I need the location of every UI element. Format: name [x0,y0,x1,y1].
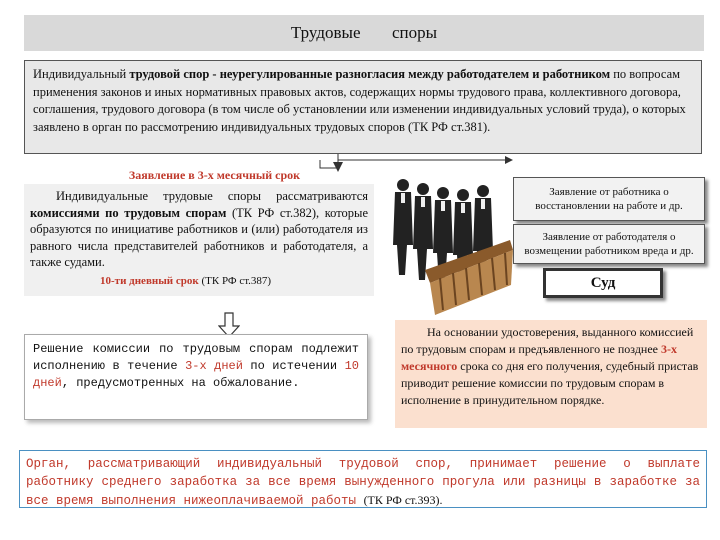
definition-bold: трудовой спор - неурегулированные разногласия между работодателем и работником [129,67,611,81]
final-text: Орган, рассматривающий индивидуальный трудовой спор, принимает решение о выплате работнику среднего заработка за все время вынужденного прогула или разницы в заработке за все время выполнения нижеоплачиваемой работы [26,457,700,508]
definition-box [24,60,702,154]
deadline-10-days [30,273,368,290]
final-box [19,450,707,508]
bailiff-text-1: На основании удостоверения, выданного комиссией по трудовым спорам и предъявленного не позднее [401,325,694,356]
title-word-2: споры [392,23,438,42]
decision-10-days: 10 дней [33,359,359,390]
definition-rest: по вопросам применения законов и иных нормативных правовых актов, содержащих нормы трудового права, коллективного договора, соглашения, трудового договора (в том числе об установлении или изменении индивидуальных условий труда), о которых заявлено в орган по рассмотрению индивидуальных трудовых споров (ТК РФ ст.381). [33,67,686,134]
arrow-right-icon [505,156,513,164]
commission-bold: комиссиями по трудовым спорам [30,205,227,220]
claim-reinstatement-box: Заявление от работника о восстановлении на работе и др. [513,177,705,221]
definition-lead: Индивидуальный [33,67,130,81]
commission-box [24,184,374,296]
court-box: Суд [543,268,663,298]
deadline-3-months: Заявление в 3-х месячный срок [128,168,301,182]
deadline-10-ref: (ТК РФ ст.387) [198,274,272,287]
bailiff-box [395,320,707,428]
final-ref: (ТК РФ ст.393). [363,493,443,507]
bailiff-text-2: срока со дня его получения, судебный пристав приводит решение комиссии по трудовым спорам в исполнение в принудительном порядке. [401,359,699,407]
commission-text-1: Индивидуальные трудовые споры рассматриваются [56,189,368,203]
courtroom-illustration [385,165,515,315]
decision-text-1: Решение комиссии по трудовым спорам подлежит исполнению в течение [33,342,359,373]
decision-box [24,334,368,420]
decision-text-3: , предусмотренных на обжалование. [61,376,300,390]
decision-3-days: 3-х дней [185,359,243,373]
page-title [24,15,704,51]
commission-text-2: (ТК РФ ст.382), которые образуются по инициативе работников и (или) работодателя из равного числа представителей работников и работодателя, а также судами. [30,205,368,269]
deadline-10-red: 10-ти дневный срок [100,274,199,287]
decision-text-2: по истечении [242,359,345,373]
claim-damages-box: Заявление от работодателя о возмещении работником вреда и др. [513,224,705,264]
title-word-1: Трудовые [290,23,361,42]
bailiff-3-months: 3-х месячного [401,342,677,373]
